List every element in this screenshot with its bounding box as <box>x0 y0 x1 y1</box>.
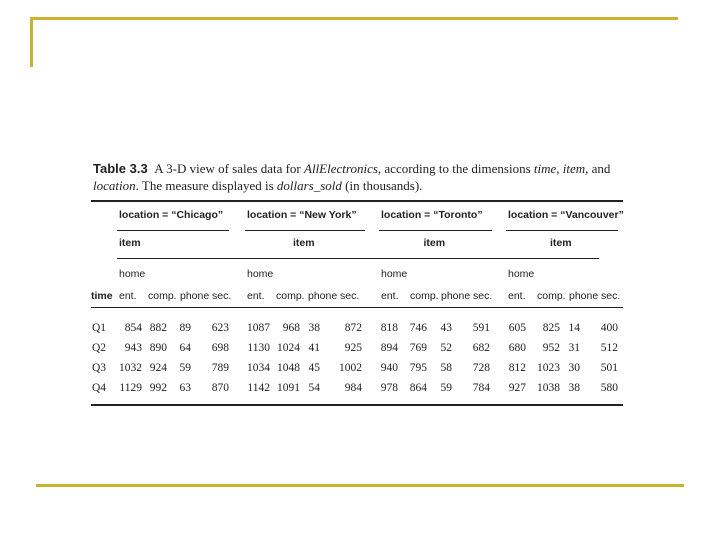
decorative-top-border <box>30 17 678 20</box>
table-cell: 605 <box>508 322 526 334</box>
home-label: home <box>508 268 535 280</box>
table-cell: 864 <box>409 382 427 394</box>
table-cell: 728 <box>472 362 490 374</box>
table-cell: 1024 <box>277 342 300 354</box>
table-cell: 943 <box>124 342 142 354</box>
table-cell: 795 <box>409 362 427 374</box>
table-cell: 872 <box>344 322 362 334</box>
column-header: sec. <box>340 290 360 302</box>
caption-segment: A 3-D view of sales data for <box>154 161 305 176</box>
caption-segment: item <box>562 161 586 176</box>
table-cell: 43 <box>440 322 452 334</box>
item-underline <box>117 258 599 259</box>
decorative-bottom-border <box>36 484 684 487</box>
caption-segment: . The measure displayed is <box>135 178 277 193</box>
table-cell: 789 <box>211 362 229 374</box>
table-cell: 14 <box>568 322 580 334</box>
table-cell: 30 <box>568 362 580 374</box>
caption-segment: (in thousands). <box>341 178 423 193</box>
table-cell: 812 <box>508 362 526 374</box>
table-cell: 818 <box>380 322 398 334</box>
table-cell: 45 <box>308 362 320 374</box>
table-cell: 38 <box>568 382 580 394</box>
caption-segment: dollars_sold <box>276 178 342 193</box>
table-cell: 1091 <box>277 382 300 394</box>
table-cell: 1130 <box>247 342 270 354</box>
home-label: home <box>381 268 408 280</box>
column-header: ent. <box>119 290 137 302</box>
table-cell: 1129 <box>119 382 142 394</box>
caption-segment: time <box>533 161 557 176</box>
table-cell: 38 <box>308 322 320 334</box>
table-cell: 682 <box>472 342 490 354</box>
column-header: phone <box>441 290 471 302</box>
location-header: location = “Toronto” <box>381 209 483 221</box>
column-header: comp. <box>148 290 177 302</box>
caption-segment: , <box>556 161 563 176</box>
table-cell: 894 <box>380 342 398 354</box>
column-header: phone <box>569 290 599 302</box>
table-cell: 52 <box>440 342 452 354</box>
table-bottom-rule <box>91 404 623 406</box>
table-number: Table 3.3 <box>93 161 148 176</box>
table-cell: 1034 <box>247 362 270 374</box>
table-cell: 63 <box>179 382 191 394</box>
column-header: ent. <box>508 290 526 302</box>
table-cell: 501 <box>600 362 618 374</box>
table-cell: 968 <box>282 322 300 334</box>
table-cell: 680 <box>508 342 526 354</box>
table-cell: 882 <box>149 322 167 334</box>
table-cell: 1087 <box>247 322 270 334</box>
table-cell: 591 <box>472 322 490 334</box>
home-label: home <box>119 268 146 280</box>
caption-segment: location <box>93 178 136 193</box>
column-header: sec. <box>601 290 621 302</box>
table-cell: 1023 <box>537 362 560 374</box>
table-cell: 400 <box>600 322 618 334</box>
caption-segment: AllElectronics <box>304 161 378 176</box>
decorative-left-border <box>30 17 33 67</box>
item-header: item <box>119 237 141 249</box>
column-header: ent. <box>381 290 399 302</box>
table-cell: 854 <box>124 322 142 334</box>
table-cell: 769 <box>409 342 427 354</box>
table-cell: 825 <box>542 322 560 334</box>
table-cell: 54 <box>308 382 320 394</box>
table-cell: 1038 <box>537 382 560 394</box>
location-header: location = “New York” <box>247 209 357 221</box>
table-cell: 89 <box>179 322 191 334</box>
table-cell: 992 <box>149 382 167 394</box>
row-time-label: Q2 <box>92 342 107 354</box>
table-top-rule <box>91 200 623 202</box>
table-cell: 870 <box>211 382 229 394</box>
time-header: time <box>91 290 113 302</box>
table-cell: 31 <box>568 342 580 354</box>
column-header: sec. <box>212 290 232 302</box>
table-cell: 698 <box>211 342 229 354</box>
table-cell: 890 <box>149 342 167 354</box>
table-cell: 1002 <box>339 362 362 374</box>
column-header: comp. <box>276 290 305 302</box>
column-header: sec. <box>473 290 493 302</box>
table-cell: 64 <box>179 342 191 354</box>
table-cell: 784 <box>472 382 490 394</box>
table-cell: 41 <box>308 342 320 354</box>
table-cell: 59 <box>179 362 191 374</box>
table-cell: 1142 <box>247 382 270 394</box>
row-time-label: Q4 <box>92 382 107 394</box>
item-header: item <box>550 237 572 249</box>
row-time-label: Q3 <box>92 362 107 374</box>
table-cell: 1032 <box>119 362 142 374</box>
table-cell: 59 <box>440 382 452 394</box>
table-cell: 746 <box>409 322 427 334</box>
location-underline <box>379 230 492 231</box>
item-header: item <box>293 237 315 249</box>
location-header: location = “Chicago” <box>119 209 224 221</box>
table-cell: 1048 <box>277 362 300 374</box>
column-header: phone <box>308 290 338 302</box>
location-header: location = “Vancouver” <box>508 209 624 221</box>
home-label: home <box>247 268 274 280</box>
table-cell: 925 <box>344 342 362 354</box>
location-underline <box>506 230 618 231</box>
table-cell: 58 <box>440 362 452 374</box>
column-header: comp. <box>537 290 566 302</box>
table-cell: 580 <box>600 382 618 394</box>
caption-segment: , and <box>585 161 611 176</box>
location-underline <box>117 230 229 231</box>
location-underline <box>245 230 365 231</box>
caption-segment: , according to the dimensions <box>377 161 534 176</box>
column-header: ent. <box>247 290 265 302</box>
table-cell: 952 <box>542 342 560 354</box>
item-header: item <box>423 237 446 249</box>
table-caption-text <box>93 161 610 193</box>
table-cell: 978 <box>380 382 398 394</box>
table-cell: 623 <box>211 322 229 334</box>
table-cell: 940 <box>380 362 398 374</box>
table-cell: 984 <box>344 382 362 394</box>
table-cell: 924 <box>149 362 167 374</box>
table-cell: 927 <box>508 382 526 394</box>
table-cell: 512 <box>600 342 618 354</box>
table-caption <box>93 160 633 194</box>
table-header-rule <box>91 307 623 308</box>
column-header: phone <box>180 290 210 302</box>
column-header: comp. <box>410 290 439 302</box>
row-time-label: Q1 <box>92 322 107 334</box>
